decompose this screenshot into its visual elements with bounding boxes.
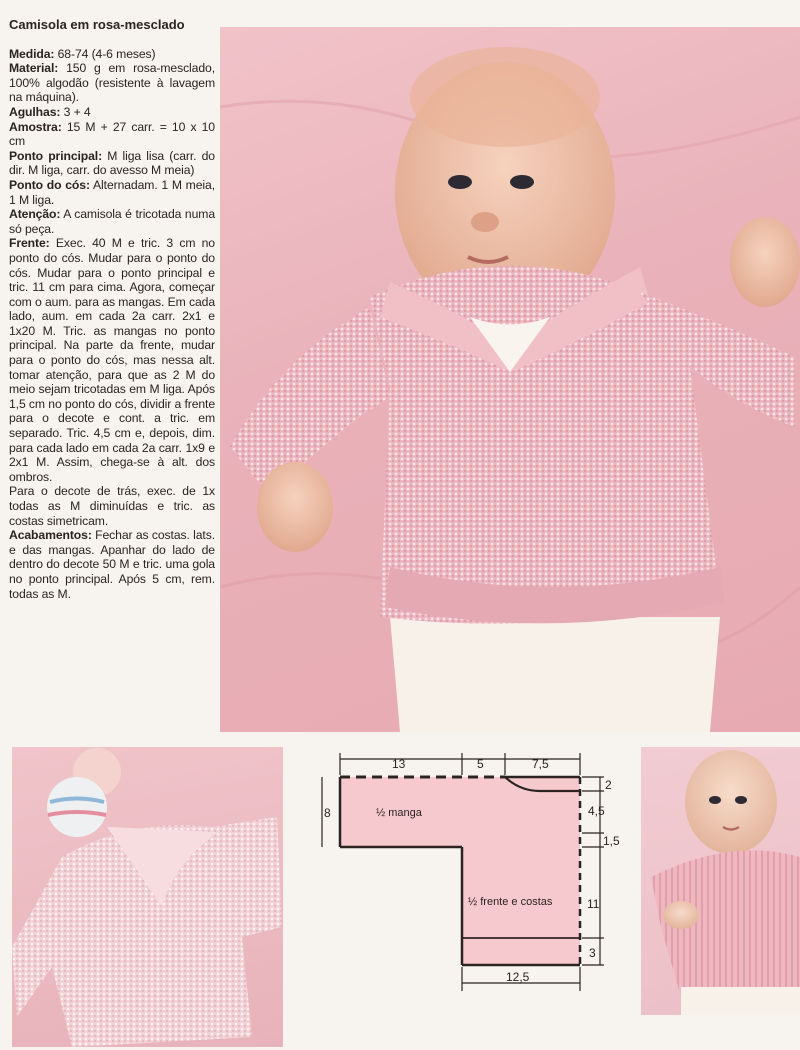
instruction-paragraph	[9, 149, 215, 178]
sweater-flatlay-illustration	[12, 747, 283, 1047]
instruction-paragraph	[9, 484, 215, 528]
measure-top-13: 13	[392, 757, 406, 771]
body-label: ½ frente e costas	[468, 896, 553, 908]
measure-right-3: 3	[589, 946, 596, 960]
instruction-label: Atenção:	[9, 207, 61, 222]
instruction-paragraph	[9, 528, 215, 601]
instruction-label: Acabamentos:	[9, 528, 92, 543]
instruction-text: 150 g em rosa-mesclado, 100% algodão (resistente à lavagem na máquina).	[9, 61, 215, 105]
instruction-text: Exec. 40 M e tric. 3 cm no ponto do cós. Mudar para o ponto do cós. Mudar para o ponto principal e tric. 11 cm para cima. Agora, começar com o aum. para as mangas. Em cada lado, aum. em cada 2a carr. 2x1 e 1x20 M. Tric. as mangas no ponto principal. Na parte da frente, mudar para o ponto do cós, mas nessa alt. tomar atenção, para que as 2 M do meio sejam tricotadas em M liga. Após 1,5 cm no ponto do cós, dividir a frente para o decote e cont. a tric. em separado. Tric. 4,5 cm e, depois, dim. para cada lado em cada 2a carr. 1x9 e 2x1 M. Assim, chega-se à alt. dos ombros.	[9, 236, 216, 484]
measure-right-1-5: 1,5	[603, 834, 620, 848]
instruction-text: 3 + 4	[60, 104, 91, 119]
instruction-paragraph	[9, 105, 215, 120]
measure-right-4-5: 4,5	[588, 804, 605, 818]
instruction-paragraph	[9, 178, 215, 207]
page-title: Camisola em rosa-mesclado	[9, 17, 185, 32]
main-baby-photo	[220, 27, 800, 732]
sleeve-label: ½ manga	[376, 807, 422, 819]
instructions-sections	[9, 47, 215, 602]
instruction-text: 15 M + 27 carr. = 10 x 10 cm	[9, 119, 215, 149]
measure-left-8: 8	[324, 806, 331, 820]
baby-illustration	[220, 27, 800, 732]
pattern-diagram	[300, 745, 640, 1045]
instruction-paragraph	[9, 47, 215, 62]
instruction-text: M liga lisa (carr. do dir. M liga, carr. do avesso M meia)	[9, 148, 215, 178]
baby-closeup-illustration	[641, 747, 800, 1015]
baby-closeup-photo	[641, 747, 800, 1015]
measure-bottom-12-5: 12,5	[506, 970, 530, 984]
instruction-text: A camisola é tricotada numa só peça.	[9, 207, 215, 236]
instruction-label: Agulhas:	[9, 104, 61, 119]
instruction-label: Amostra:	[9, 119, 62, 134]
instruction-paragraph	[9, 61, 215, 105]
measure-top-5: 5	[477, 757, 484, 771]
instruction-label: Medida:	[9, 46, 55, 61]
instructions-column	[9, 18, 215, 601]
instruction-text: Alternadam. 1 M meia, 1 M liga.	[9, 177, 215, 207]
measure-top-7-5: 7,5	[532, 757, 549, 771]
instruction-label: Ponto do cós:	[9, 177, 90, 192]
instruction-text: 68-74 (4-6 meses)	[54, 46, 156, 61]
pattern-schematic	[300, 745, 640, 1045]
measure-right-2: 2	[605, 778, 612, 792]
instruction-paragraph	[9, 120, 215, 149]
instruction-text: Para o decote de trás, exec. de 1x todas as M diminuídas e tric. as costas simetricam.	[9, 484, 215, 528]
instruction-label: Frente:	[9, 236, 50, 251]
instruction-paragraph	[9, 236, 215, 484]
instruction-label: Ponto principal:	[9, 148, 103, 163]
instruction-paragraph	[9, 207, 215, 236]
sweater-flatlay-photo	[12, 747, 283, 1047]
instruction-label: Material:	[9, 61, 59, 76]
instruction-text: Fechar as costas. lats. e das mangas. Apanhar do lado de dentro do decote 50 M e tric. uma gola no ponto principal. Após 5 cm, rem. todas as M.	[9, 528, 215, 601]
measure-right-11: 11	[587, 897, 600, 911]
